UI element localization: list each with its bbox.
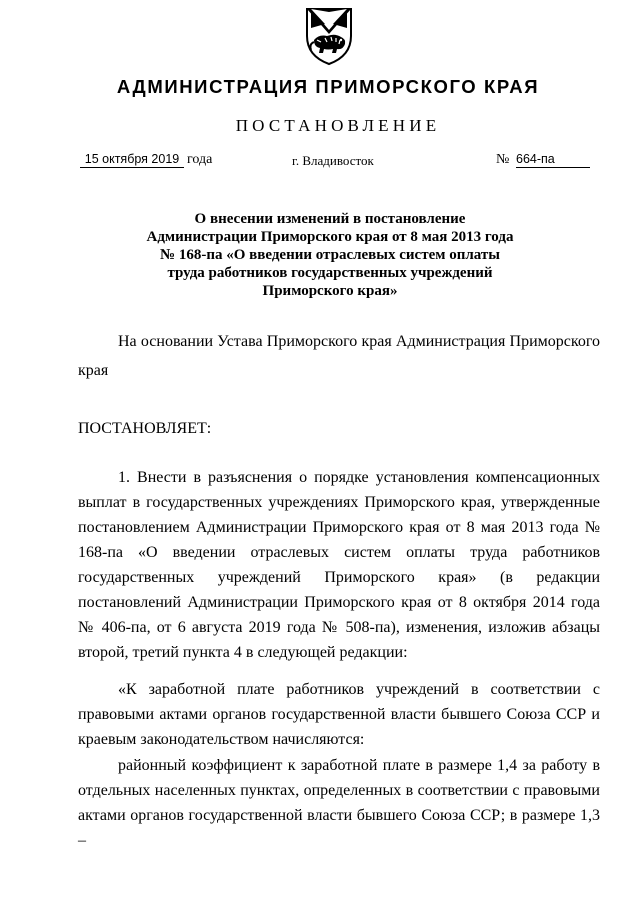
coat-of-arms-tiger-icon: [303, 6, 355, 66]
number-label: №: [496, 152, 510, 167]
item-1-paragraph: 1. Внести в разъяснения о порядке установления компенсационных выплат в государственных учреждениях Приморского края, утвержденные постановлением Администрации Приморского края от 8 мая 2013 года № 168-па «О введении отраслевых систем оплаты труда работников государственных учреждений Приморского края» (в редакции постановлений Администрации Приморского края от 8 октября 2014 года № 406-па, от 6 августа 2019 года № 508-па), изменения, изложив абзацы второй, третий пункта 4 в следующей редакции:: [78, 469, 600, 661]
basis-paragraph: На основании Устава Приморского края Администрация Приморского края: [78, 333, 600, 379]
city: г. Владивосток: [292, 153, 374, 168]
document-type: ПОСТАНОВЛЕНИЕ: [235, 116, 441, 135]
date-suffix: года: [187, 152, 213, 167]
document-title: О внесении изменений в постановление Администрации Приморского края от 8 мая 2013 года № 168-па «О введении отраслевых систем оплаты труда работников государственных учреждений Приморского края»: [146, 211, 514, 299]
coefficient-paragraph: районный коэффициент к заработной плате в размере 1,4 за работу в отдельных населенных пунктах, определенных в соответствии с правовыми актами органов государственной власти бывшего Союза ССР; в размере 1,3 –: [78, 757, 600, 849]
organization-title: АДМИНИСТРАЦИЯ ПРИМОРСКОГО КРАЯ: [116, 76, 540, 97]
resolve-heading: ПОСТАНОВЛЯЕТ:: [78, 420, 212, 437]
date-line: [0, 152, 640, 176]
document-date: 15 октября 2019: [80, 152, 184, 168]
document-number: 664-па: [516, 152, 590, 168]
quote-paragraph: «К заработной плате работников учреждений в соответствии с правовыми актами органов государственной власти бывшего Союза ССР и краевым законодательством начисляются:: [78, 681, 600, 748]
